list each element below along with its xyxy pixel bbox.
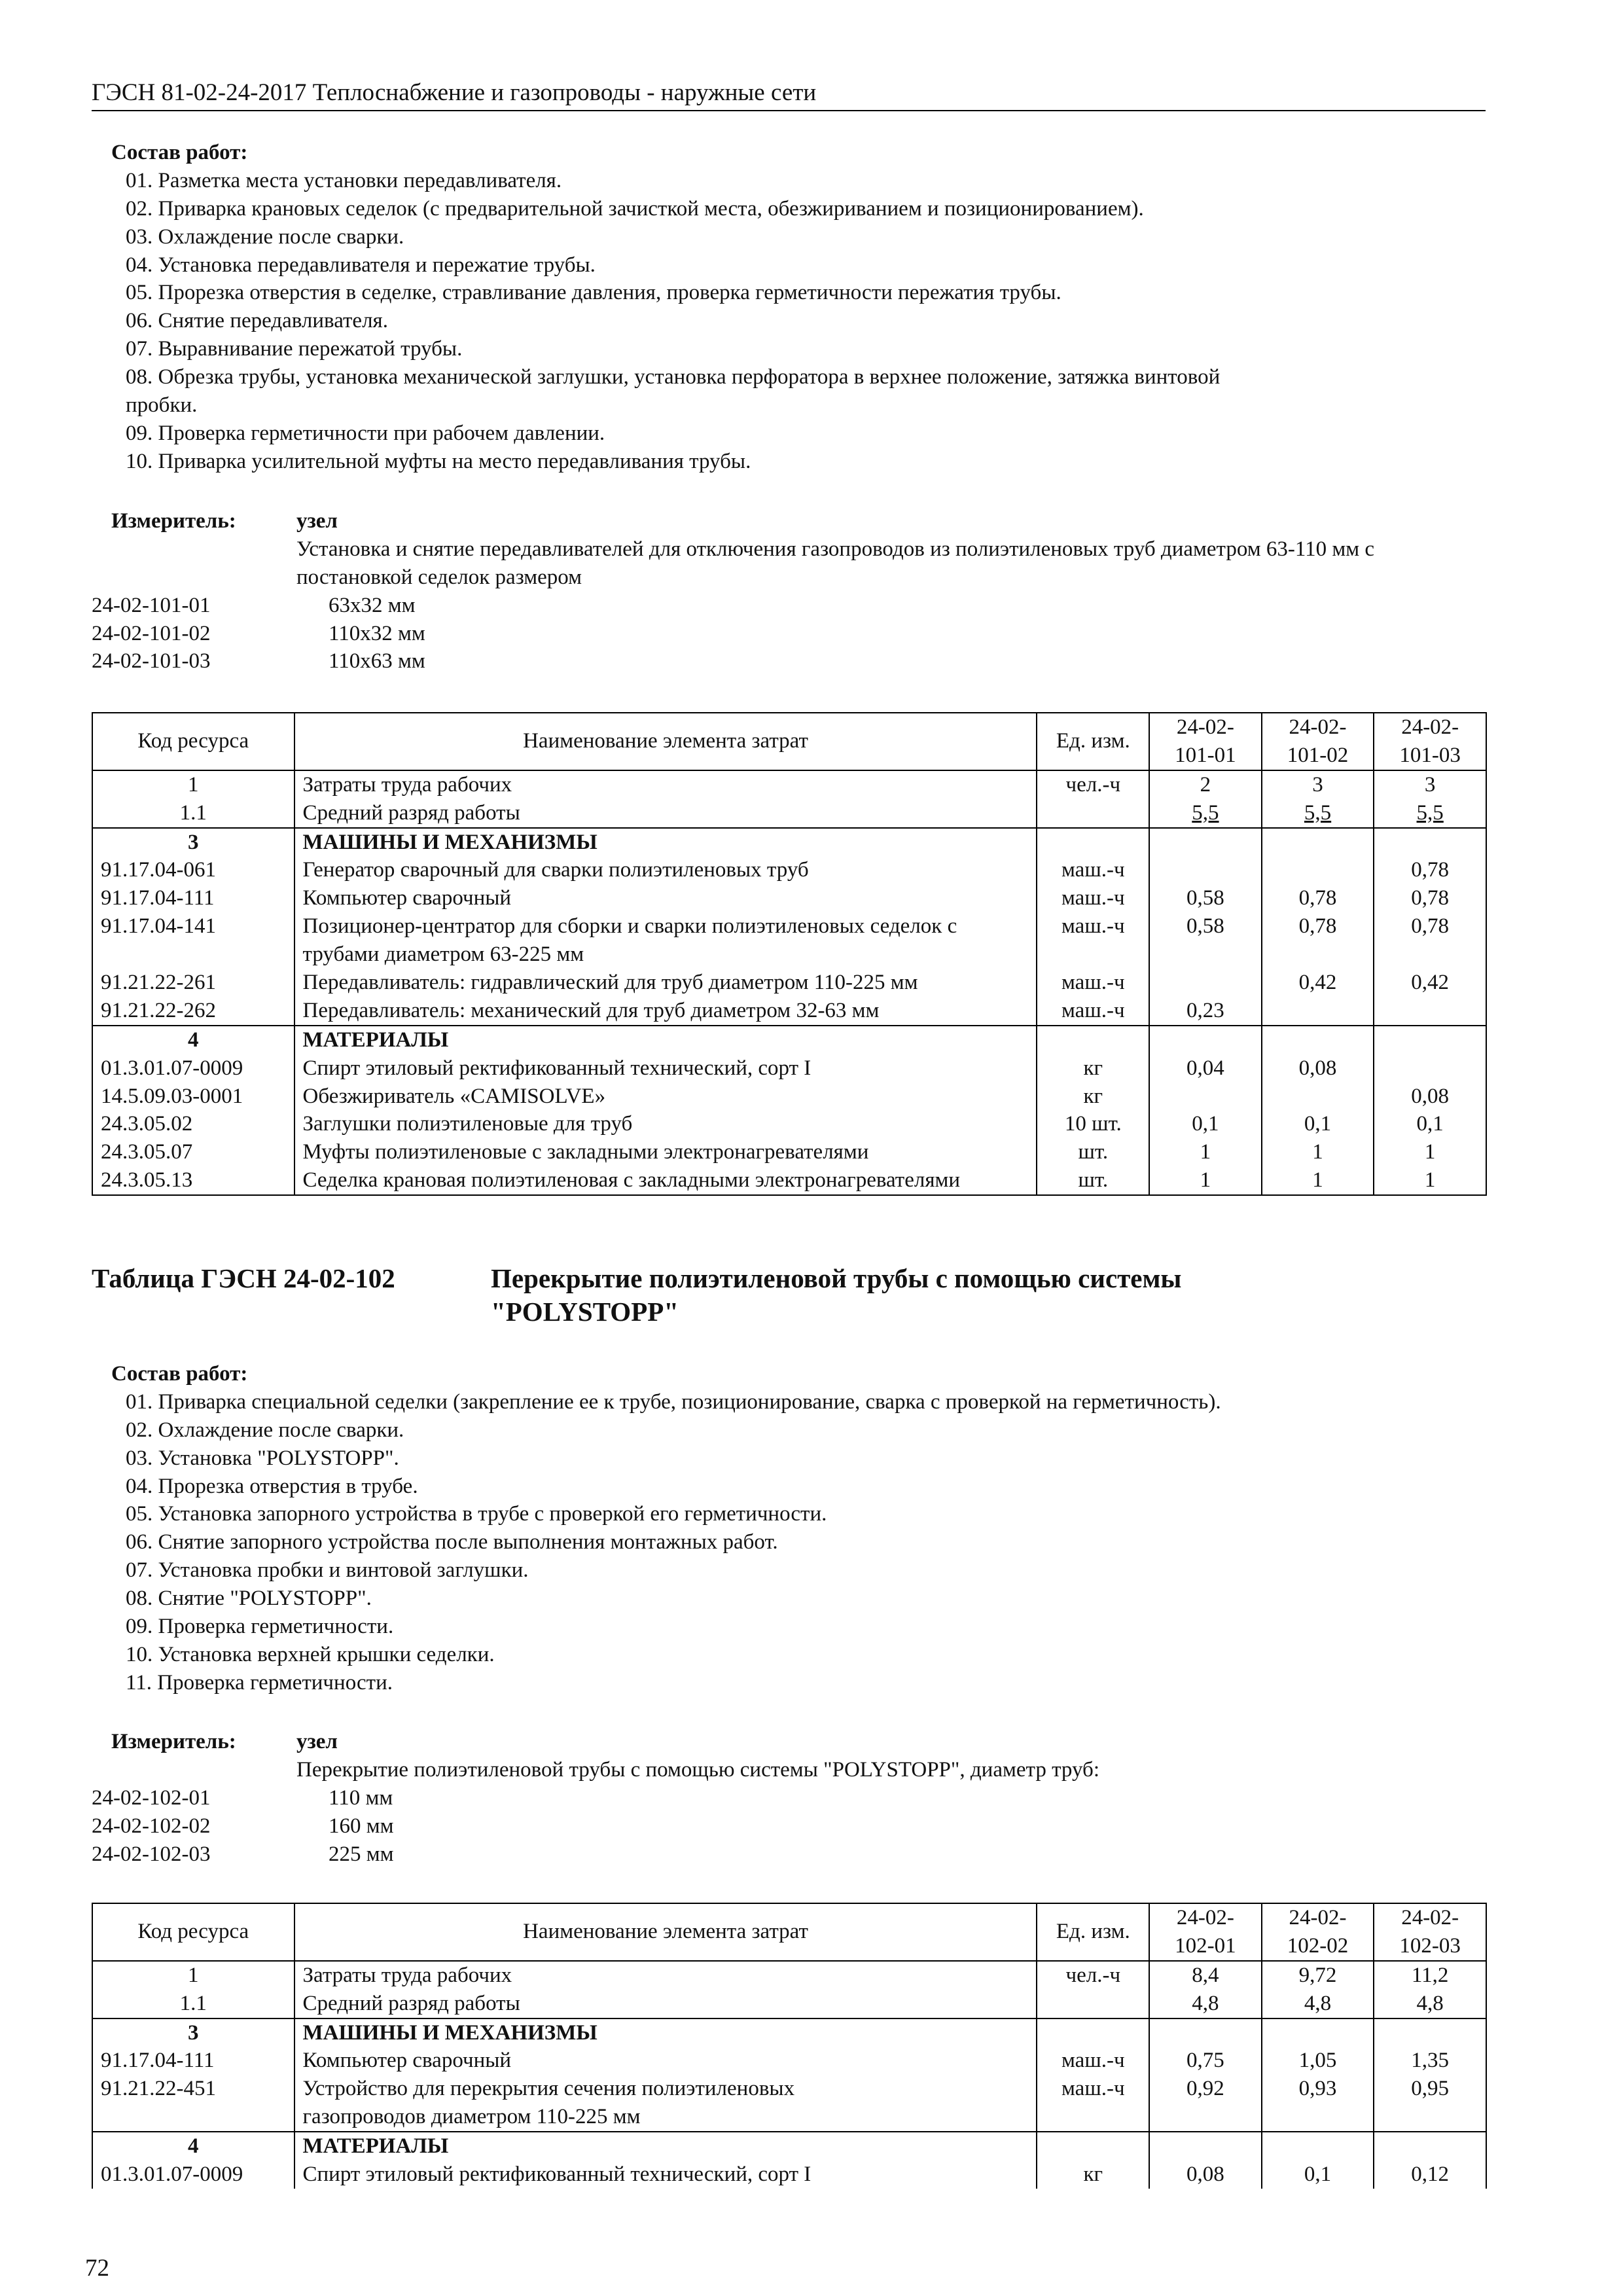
cell-value: 0,08 [1374,1083,1486,1111]
cell-code: 1.1 [92,799,294,828]
meter-block-1 [92,507,1486,675]
table-row [92,2075,1486,2132]
cost-table-1 [92,712,1487,1196]
cell-name: МАТЕРИАЛЫ [294,1026,1037,1054]
table-row [92,1166,1486,1195]
code-row [92,1784,1486,1812]
work-list [126,167,1486,476]
table-row [92,884,1486,912]
cell-value: 1 [1374,1138,1486,1166]
cell-unit: кг [1037,1083,1149,1111]
work-item: 02. Приварка крановых седелок (с предварительной зачисткой места, обезжириванием и позиционированием). [126,196,1144,221]
cell-name: Средний разряд работы [294,799,1037,828]
cell-value: 1 [1149,1138,1262,1166]
work-item: 05. Прорезка отверстия в седелке, стравливание давления, проверка герметичности пережатия трубы. [126,281,1061,305]
cell-value: 0,78 [1374,856,1486,884]
cell-name: Муфты полиэтиленовые с закладными электронагревателями [294,1138,1037,1166]
cell-name: Заглушки полиэтиленовые для труб [294,1110,1037,1138]
cell-value: 8,4 [1149,1961,1262,1990]
cell-unit: шт. [1037,1166,1149,1195]
work-item: 08. Обрезка трубы, установка механической заглушки, установка перфоратора в верхнее положение, затяжка винтовой пробки. [126,365,1226,418]
cell-value: 0,08 [1149,2161,1262,2189]
cell-name: Устройство для перекрытия сечения полиэтиленовых газопроводов диаметром 110-225 мм [294,2075,1037,2132]
cell-unit: маш.-ч [1037,969,1149,997]
table-row [92,1138,1486,1166]
cell-unit: маш.-ч [1037,2047,1149,2075]
cell-name: Спирт этиловый ректификованный технический, сорт I [294,1054,1037,1083]
table-row [92,1054,1486,1083]
cell-code: 91.21.22-261 [92,969,294,997]
work-composition-1 [92,139,1486,476]
table-row [92,2047,1486,2075]
cell-value: 3 [1374,770,1486,799]
cell-value [1262,828,1374,857]
cell-value: 1 [1262,1138,1374,1166]
cell-value: 4,8 [1149,1990,1262,2018]
work-item: 09. Проверка герметичности при рабочем давлении. [126,421,605,445]
cell-code: 91.17.04-061 [92,856,294,884]
rate-desc: 160 мм [329,1814,394,1838]
table-row [92,856,1486,884]
cell-name: МАШИНЫ И МЕХАНИЗМЫ [294,2018,1037,2047]
cell-code: 91.21.22-451 [92,2075,294,2132]
cell-value: 0,78 [1374,884,1486,912]
cell-value: 0,04 [1149,1054,1262,1083]
code-row [92,1840,1486,1869]
cell-value: 3 [1262,770,1374,799]
cell-unit [1037,1026,1149,1054]
rate-desc: 110x32 мм [329,621,425,645]
cell-value: 0,42 [1374,969,1486,997]
table-row [92,912,1486,969]
work-item: 06. Снятие запорного устройства после выполнения монтажных работ. [126,1530,778,1554]
meter-description: Перекрытие полиэтиленовой трубы с помощью системы "POLYSTOPP", диаметр труб: [296,1757,1099,1782]
rate-desc: 225 мм [329,1842,394,1866]
cell-value: 0,08 [1262,1054,1374,1083]
work-item: 04. Прорезка отверстия в трубе. [126,1474,418,1498]
table-row [92,2161,1486,2189]
cell-value: 0,42 [1262,969,1374,997]
cell-value [1374,997,1486,1026]
cell-value [1374,828,1486,857]
rate-desc: 110 мм [329,1785,393,1810]
cell-unit: чел.-ч [1037,1961,1149,1990]
cell-unit: маш.-ч [1037,884,1149,912]
cell-name: МАШИНЫ И МЕХАНИЗМЫ [294,828,1037,857]
cell-value: 1 [1149,1166,1262,1195]
work-item: 03. Установка "POLYSTOPP". [126,1446,399,1470]
cell-unit [1037,2018,1149,2047]
work-item: 05. Установка запорного устройства в трубе с проверкой его герметичности. [126,1502,827,1526]
cell-unit: маш.-ч [1037,912,1149,969]
table-row [92,799,1486,828]
cell-unit: маш.-ч [1037,856,1149,884]
cell-value: 1 [1262,1166,1374,1195]
cell-name: Позиционер-центратор для сборки и сварки полиэтиленовых седелок с трубами диаметром 63-225 мм [294,912,1037,969]
work-item: 01. Разметка места установки передавливателя. [126,168,562,192]
cell-name: Компьютер сварочный [294,884,1037,912]
work-heading: Состав работ: [111,141,248,164]
cell-value: 5,5 [1262,799,1374,828]
cell-value [1374,1054,1486,1083]
cell-value [1262,2132,1374,2161]
work-heading: Состав работ: [111,1362,248,1386]
table-row [92,1083,1486,1111]
meter-label: Измеритель: [111,509,236,533]
table-row [92,770,1486,799]
work-item: 10. Приварка усилительной муфты на место передавливания трубы. [126,449,751,473]
work-item: 08. Снятие "POLYSTOPP". [126,1587,372,1611]
code-row [92,647,1486,675]
cell-value: 4,8 [1374,1990,1486,2018]
table-name: Перекрытие полиэтиленовой трубы с помощью системы "POLYSTOPP" [491,1263,1182,1327]
cell-value [1262,997,1374,1026]
cell-value: 5,5 [1149,799,1262,828]
cell-value: 0,78 [1374,912,1486,969]
meter-unit: узел [296,1730,338,1753]
cell-value: 0,58 [1149,912,1262,969]
work-list [126,1388,1486,1697]
cell-unit: кг [1037,2161,1149,2189]
cell-name: Передавливатель: механический для труб диаметром 32-63 мм [294,997,1037,1026]
cell-name: Затраты труда рабочих [294,1961,1037,1990]
cell-value: 0,78 [1262,884,1374,912]
cell-unit: кг [1037,1054,1149,1083]
col-header: Наименование элемента затрат [294,1903,1037,1961]
cell-code: 3 [92,828,294,857]
cell-code: 24.3.05.13 [92,1166,294,1195]
cell-name: Затраты труда рабочих [294,770,1037,799]
cell-code: 01.3.01.07-0009 [92,1054,294,1083]
cell-value: 1,35 [1374,2047,1486,2075]
cell-code: 1 [92,1961,294,1990]
rate-code: 24-02-101-03 [92,649,211,673]
cell-value: 1 [1374,1166,1486,1195]
col-header: 24-02-102-02 [1262,1903,1374,1961]
cell-name: Передавливатель: гидравлический для труб диаметром 110-225 мм [294,969,1037,997]
cell-name: Седелка крановая полиэтиленовая с закладными электронагревателями [294,1166,1037,1195]
work-item: 10. Установка верхней крышки седелки. [126,1642,495,1666]
work-item: 11. Проверка герметичности. [126,1670,393,1695]
col-header: 24-02-102-03 [1374,1903,1486,1961]
table-row [92,1110,1486,1138]
cell-value: 0,1 [1262,2161,1374,2189]
col-header: 24-02-101-02 [1262,713,1374,770]
cell-value: 0,92 [1149,2075,1262,2132]
col-header: 24-02-102-01 [1149,1903,1262,1961]
work-item: 04. Установка передавливателя и пережатие трубы. [126,253,596,277]
cell-name: Обезжириватель «CAMISOLVE» [294,1083,1037,1111]
rate-code: 24-02-102-01 [92,1785,211,1810]
cell-value: 0,93 [1262,2075,1374,2132]
cell-code: 1.1 [92,1990,294,2018]
cell-value: 2 [1149,770,1262,799]
work-item: 03. Охлаждение после сварки. [126,224,404,249]
cell-name: Компьютер сварочный [294,2047,1037,2075]
cell-value [1374,2018,1486,2047]
col-header: Наименование элемента затрат [294,713,1037,770]
cell-code: 1 [92,770,294,799]
table-row [92,969,1486,997]
table-number: Таблица ГЭСН 24-02-102 [92,1263,395,1293]
cell-value: 0,1 [1262,1110,1374,1138]
col-header: Ед. изм. [1037,713,1149,770]
work-item: 01. Приварка специальной седелки (закрепление ее к трубе, позиционирование, сварка с проверкой на герметичность). [126,1390,1221,1414]
col-header: Ед. изм. [1037,1903,1149,1961]
cell-value [1149,2018,1262,2047]
rate-desc: 63x32 мм [329,593,416,617]
col-header: Код ресурса [92,713,294,770]
table-row [92,2018,1486,2047]
meter-block-2 [92,1728,1486,1868]
cell-code: 91.17.04-111 [92,2047,294,2075]
cell-value: 11,2 [1374,1961,1486,1990]
cell-code: 4 [92,1026,294,1054]
cell-unit [1037,2132,1149,2161]
rate-desc: 110x63 мм [329,649,425,673]
cell-unit [1037,799,1149,828]
cell-value [1262,1026,1374,1054]
cell-value [1149,1026,1262,1054]
work-item: 09. Проверка герметичности. [126,1615,394,1639]
cell-value: 0,23 [1149,997,1262,1026]
cell-value: 0,78 [1262,912,1374,969]
cell-value: 4,8 [1262,1990,1374,2018]
cell-code: 24.3.05.07 [92,1138,294,1166]
cell-value [1149,856,1262,884]
rate-code: 24-02-101-01 [92,593,211,617]
work-item: 06. Снятие передавливателя. [126,309,388,333]
cost-table-2 [92,1903,1487,2189]
cell-code: 4 [92,2132,294,2161]
table-row [92,1990,1486,2018]
cell-value [1374,1026,1486,1054]
cell-value [1149,969,1262,997]
cell-value [1149,1083,1262,1111]
cell-name: Генератор сварочный для сварки полиэтиленовых труб [294,856,1037,884]
cell-name: МАТЕРИАЛЫ [294,2132,1037,2161]
page-number: 72 [85,2255,109,2282]
col-header: 24-02-101-03 [1374,713,1486,770]
table-row [92,997,1486,1026]
work-composition-2 [92,1360,1486,1697]
cell-unit [1037,1990,1149,2018]
code-row [92,1812,1486,1840]
meter-description: Установка и снятие передавливателей для отключения газопроводов из полиэтиленовых труб диаметром 63-110 мм с постановкой седелок размером [296,537,1375,589]
cell-value [1374,2132,1486,2161]
rate-code: 24-02-102-02 [92,1814,211,1838]
work-item: 07. Установка пробки и винтовой заглушки. [126,1558,529,1583]
cell-code: 91.17.04-141 [92,912,294,969]
cell-value: 9,72 [1262,1961,1374,1990]
cell-value: 0,1 [1149,1110,1262,1138]
cell-value [1149,828,1262,857]
cell-value [1262,1083,1374,1111]
table-row [92,828,1486,857]
code-row [92,620,1486,648]
col-header: Код ресурса [92,1903,294,1961]
meter-unit: узел [296,509,338,533]
cell-value: 0,58 [1149,884,1262,912]
code-row [92,592,1486,620]
cell-name: Средний разряд работы [294,1990,1037,2018]
cell-code: 3 [92,2018,294,2047]
cell-unit: маш.-ч [1037,2075,1149,2132]
cell-code: 24.3.05.02 [92,1110,294,1138]
cell-value: 5,5 [1374,799,1486,828]
table-row [92,1961,1486,1990]
cell-unit [1037,828,1149,857]
cell-unit: шт. [1037,1138,1149,1166]
table-header [92,713,1486,770]
table-title [92,1262,1486,1329]
cell-value [1262,856,1374,884]
cell-code: 01.3.01.07-0009 [92,2161,294,2189]
cell-unit: маш.-ч [1037,997,1149,1026]
running-header: ГЭСН 81-02-24-2017 Теплоснабжение и газопроводы - наружные сети [92,77,1486,111]
meter-label: Измеритель: [111,1730,236,1753]
cell-value: 0,95 [1374,2075,1486,2132]
cell-value: 0,1 [1374,1110,1486,1138]
cell-unit: чел.-ч [1037,770,1149,799]
table-row [92,2132,1486,2161]
table-row [92,1026,1486,1054]
rate-code: 24-02-102-03 [92,1842,211,1866]
cell-value: 0,75 [1149,2047,1262,2075]
cell-value [1149,2132,1262,2161]
cell-code: 91.21.22-262 [92,997,294,1026]
cell-code: 14.5.09.03-0001 [92,1083,294,1111]
work-item: 07. Выравнивание пережатой трубы. [126,337,463,361]
col-header: 24-02-101-01 [1149,713,1262,770]
cell-code: 91.17.04-111 [92,884,294,912]
cell-unit: 10 шт. [1037,1110,1149,1138]
work-item: 02. Охлаждение после сварки. [126,1418,404,1442]
cell-value [1262,2018,1374,2047]
rate-code: 24-02-101-02 [92,621,211,645]
cell-name: Спирт этиловый ректификованный технический, сорт I [294,2161,1037,2189]
cell-value: 0,12 [1374,2161,1486,2189]
cell-value: 1,05 [1262,2047,1374,2075]
table-header [92,1903,1486,1961]
